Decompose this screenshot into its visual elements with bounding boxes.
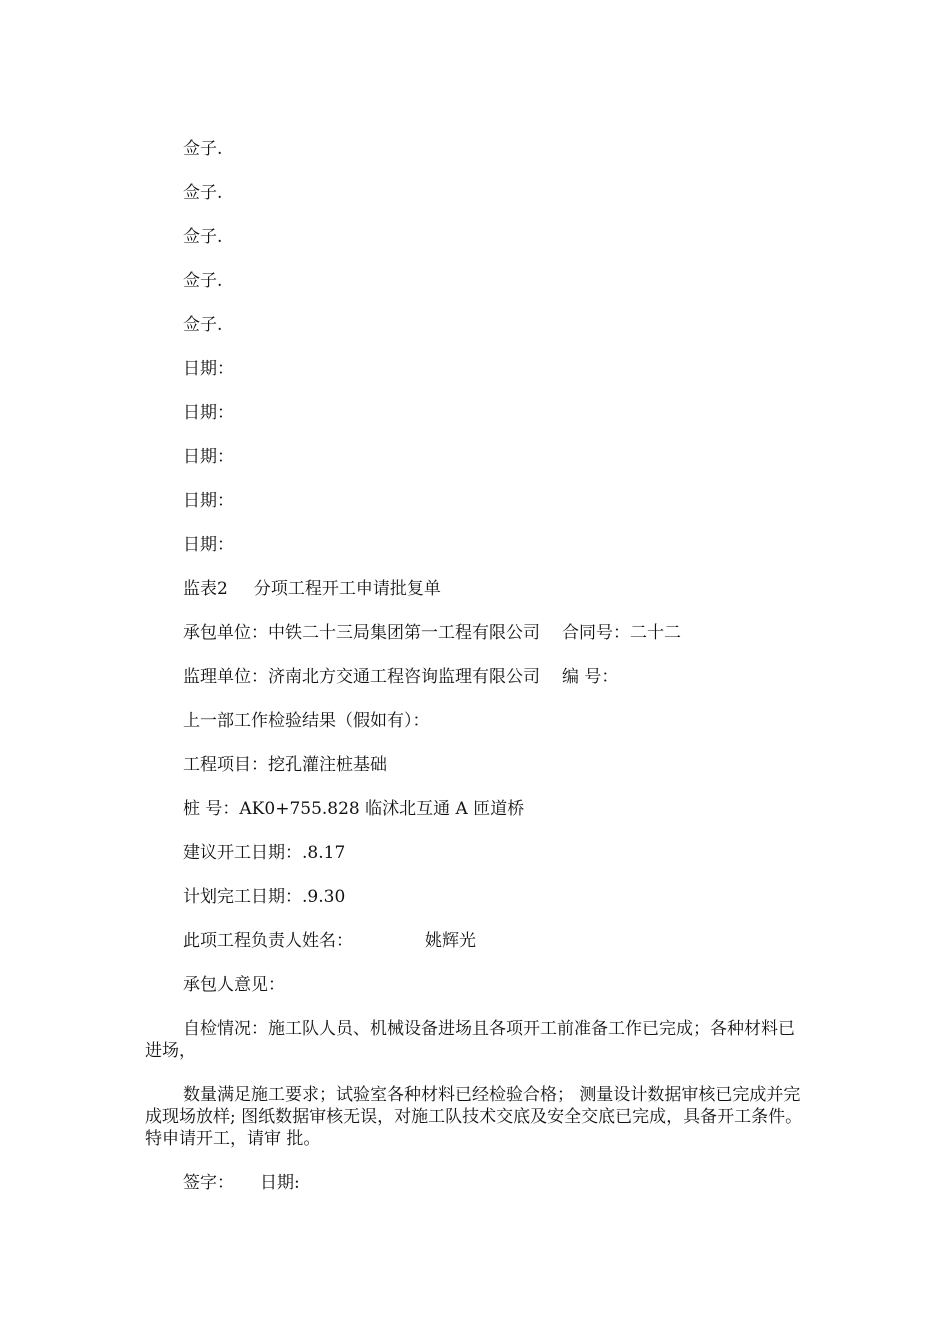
sign-date-label: 日期: xyxy=(260,1173,300,1193)
contract-no-value: 二十二 xyxy=(630,623,681,643)
date-line: 日期： xyxy=(183,359,234,379)
manager-value: 姚辉光 xyxy=(425,931,476,951)
signature-line: 佥子. xyxy=(183,227,223,247)
form-header xyxy=(183,578,441,600)
contractor-opinion: 承包人意见： xyxy=(183,975,285,995)
manager-row xyxy=(183,930,476,952)
self-check-paragraph: 自检情况：施工队人员、机械设备进场且各项开工前准备工作已完成；各种材料已进场， xyxy=(145,1019,795,1061)
supervisor-value: 济南北方交通工程咨询监理有限公司 xyxy=(268,667,540,687)
contractor-value: 中铁二十三局集团第一工程有限公司 xyxy=(268,623,540,643)
proposed-start-date: 建议开工日期：.8.17 xyxy=(183,843,346,863)
date-line: 日期： xyxy=(183,491,234,511)
sign-row xyxy=(183,1172,300,1194)
serial-label: 编 号： xyxy=(562,667,619,687)
date-line: 日期： xyxy=(183,447,234,467)
station-no: 桩 号：AK0+755.828 临沭北互通 A 匝道桥 xyxy=(183,799,525,819)
signature-line: 佥子. xyxy=(183,139,223,159)
sign-label: 签字： xyxy=(183,1173,234,1193)
contractor-label: 承包单位： xyxy=(183,623,268,643)
signature-line: 佥子. xyxy=(183,183,223,203)
previous-result: 上一部工作检验结果（假如有）： xyxy=(183,711,430,731)
date-line: 日期： xyxy=(183,403,234,423)
contract-no-label: 合同号： xyxy=(562,623,630,643)
planned-finish-date: 计划完工日期：.9.30 xyxy=(183,887,346,907)
quantity-paragraph: 数量满足施工要求；试验室各种材料已经检验合格； 测量设计数据审核已完成并完成现场放样; 图纸数据审核无误，对施工队技术交底及安全交底已完成，具备开工条件。特申请开工，请审 批。 xyxy=(145,1085,803,1149)
supervisor-label: 监理单位： xyxy=(183,667,268,687)
signature-line: 佥子. xyxy=(183,315,223,335)
date-line: 日期： xyxy=(183,535,234,555)
form-code: 监表2 xyxy=(183,579,228,599)
contractor-row xyxy=(183,622,681,644)
manager-label: 此项工程负责人姓名： xyxy=(183,931,353,951)
signature-line: 佥子. xyxy=(183,271,223,291)
form-title: 分项工程开工申请批复单 xyxy=(253,579,441,599)
project-item: 工程项目：挖孔灌注桩基础 xyxy=(183,755,387,775)
supervisor-row xyxy=(183,666,618,688)
